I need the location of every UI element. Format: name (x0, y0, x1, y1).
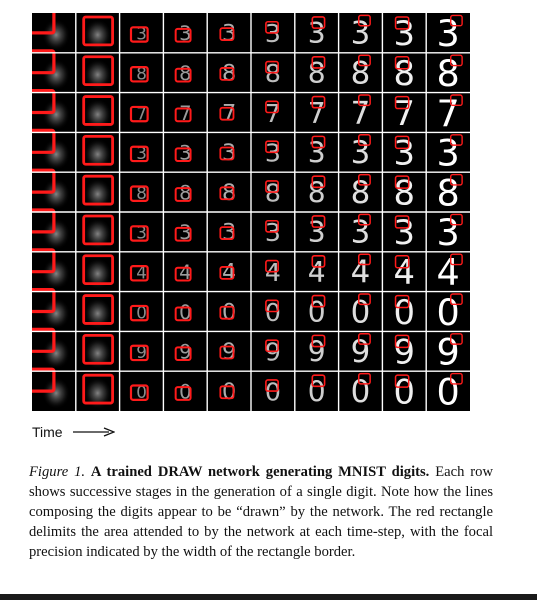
generation-cell (394, 293, 416, 332)
generated-digit: 4 (436, 250, 460, 294)
generated-digit: 0 (179, 300, 192, 324)
generated-digit: 3 (221, 20, 237, 47)
generated-digit: 9 (393, 332, 416, 372)
generation-cell (308, 256, 326, 289)
generated-digit: 0 (436, 290, 460, 334)
generation-cell (436, 171, 462, 214)
generation-cell (220, 180, 236, 206)
generated-digit: 8 (307, 176, 326, 210)
generated-digit: 8 (393, 173, 416, 213)
generated-digit: 0 (350, 294, 371, 331)
generated-digit: 0 (307, 375, 326, 409)
generated-digit: 4 (307, 255, 326, 289)
generation-cell (220, 339, 236, 365)
generation-cell (394, 94, 416, 133)
generation-cell (436, 251, 462, 294)
generated-digit: 3 (264, 218, 281, 248)
canvas-blob (42, 178, 70, 210)
generation-cell (265, 338, 281, 367)
generation-cell (394, 134, 416, 173)
generated-digit: 0 (136, 302, 147, 323)
generated-digit: 3 (393, 213, 416, 253)
generation-cell (351, 15, 371, 51)
generated-digit: 3 (350, 135, 371, 172)
generated-digit: 8 (179, 181, 192, 205)
generated-digit: 9 (436, 330, 460, 374)
generated-digit: 9 (136, 342, 147, 363)
generated-digit: 8 (264, 58, 281, 88)
draw-generation-grid (32, 13, 470, 411)
generated-digit: 8 (350, 55, 371, 92)
generation-cell (308, 335, 326, 368)
generation-cell (394, 372, 416, 411)
generation-cell (394, 333, 416, 372)
generation-cell (265, 218, 281, 247)
generation-cell (220, 220, 236, 246)
generated-digit: 9 (221, 339, 237, 366)
generation-cell (436, 291, 462, 334)
generated-digit: 4 (393, 252, 416, 292)
generated-digit: 9 (179, 340, 192, 364)
caption-title: A trained DRAW network generating MNIST digits. (90, 464, 430, 480)
generated-digit: 0 (264, 297, 281, 327)
generated-digit: 3 (350, 214, 371, 251)
generation-cell (351, 95, 371, 131)
right-arrow-icon (73, 427, 115, 437)
generated-digit: 0 (393, 372, 416, 411)
generation-cell (308, 57, 326, 90)
generated-digit: 3 (307, 17, 326, 51)
generation-cell (351, 135, 371, 171)
generated-digit: 8 (436, 51, 460, 95)
generated-digit: 3 (307, 216, 326, 250)
generation-cell (308, 176, 326, 209)
canvas-blob (42, 99, 70, 131)
time-label: Time (32, 424, 63, 440)
generated-digit: 9 (307, 335, 326, 369)
generated-digit: 9 (264, 337, 281, 367)
generation-cell (308, 375, 326, 408)
generation-cell (436, 211, 462, 254)
generation-cell (436, 92, 462, 135)
generation-cell (265, 178, 281, 207)
generation-cell (351, 374, 371, 410)
generation-cell (265, 19, 281, 48)
generation-cell (220, 259, 236, 285)
generation-cell (351, 334, 371, 370)
generated-digit: 4 (221, 259, 237, 286)
generation-cell (394, 173, 416, 212)
generated-digit: 0 (221, 299, 237, 326)
generation-cell (220, 21, 236, 47)
generated-digit: 7 (264, 98, 281, 128)
generation-cell (265, 258, 281, 287)
generation-cell (308, 136, 326, 169)
generated-digit: 7 (307, 96, 326, 130)
canvas-blob (42, 19, 70, 51)
generated-digit: 0 (221, 378, 237, 405)
generated-digit: 3 (136, 143, 147, 164)
generation-cell (351, 294, 371, 330)
generated-digit: 8 (221, 60, 237, 87)
generation-cell (220, 379, 236, 405)
figure-caption (29, 462, 493, 562)
generated-digit: 7 (436, 91, 460, 135)
generated-digit: 9 (350, 334, 371, 371)
caption-body: Each row shows successive stages in the generation of a single digit. Note how the lines composing the digits appear to be “drawn” by the network. The red rectangle delimits the area attended to by the network at each time-step, with the focal precision indicated by the width of the rectangle border. (29, 464, 493, 560)
generation-cell (436, 132, 462, 175)
generation-cell (308, 216, 326, 249)
generated-digit: 8 (136, 63, 147, 84)
generated-digit: 0 (136, 381, 147, 402)
generation-cell (220, 299, 236, 325)
generated-digit: 7 (221, 100, 237, 127)
generated-digit: 8 (436, 171, 460, 215)
generated-digit: 8 (136, 182, 147, 203)
generated-digit: 8 (350, 174, 371, 211)
generated-digit: 3 (179, 22, 192, 46)
generation-cell (351, 214, 371, 250)
canvas-blob (42, 258, 70, 290)
generated-digit: 0 (179, 380, 192, 404)
generated-digit: 8 (221, 179, 237, 206)
caption-label: Figure 1. (29, 464, 86, 480)
generated-digit: 3 (436, 13, 460, 56)
generation-cell (394, 14, 416, 53)
generation-cell (351, 55, 371, 91)
generated-digit: 3 (350, 15, 371, 52)
generated-digit: 0 (307, 295, 326, 329)
generated-digit: 7 (136, 103, 147, 124)
generation-cell (265, 139, 281, 168)
generated-digit: 3 (264, 19, 281, 49)
generated-digit: 3 (136, 23, 147, 44)
generation-cell (394, 54, 416, 93)
generation-cell (436, 370, 462, 411)
generated-digit: 3 (393, 14, 416, 54)
generated-digit: 0 (264, 377, 281, 407)
generation-cell (394, 213, 416, 252)
generated-digit: 3 (436, 131, 460, 175)
generated-digit: 3 (221, 219, 237, 246)
time-axis (32, 423, 115, 441)
generated-digit: 3 (179, 221, 192, 245)
generated-digit: 3 (136, 222, 147, 243)
generation-cell (308, 296, 326, 329)
generated-digit: 7 (350, 95, 371, 132)
generated-digit: 3 (221, 140, 237, 167)
generated-digit: 0 (350, 373, 371, 410)
canvas-blob (42, 138, 70, 170)
page-bottom-rule (0, 594, 537, 600)
generated-digit: 8 (307, 56, 326, 90)
generation-cell (220, 60, 236, 86)
generation-cell (436, 52, 462, 95)
generation-cell (265, 59, 281, 88)
canvas-blob (42, 377, 70, 409)
generated-digit: 8 (264, 178, 281, 208)
generation-cell (351, 175, 371, 211)
generated-digit: 0 (436, 370, 460, 411)
generated-digit: 3 (436, 211, 460, 255)
generated-digit: 3 (179, 141, 192, 165)
generated-digit: 8 (393, 53, 416, 93)
canvas-blob (42, 59, 70, 91)
generation-cell (265, 377, 281, 406)
canvas-blob (42, 298, 70, 330)
generation-cell (308, 17, 326, 50)
generation-cell (351, 254, 371, 290)
generated-digit: 3 (307, 136, 326, 170)
generated-digit: 3 (393, 133, 416, 173)
generation-cell (220, 140, 236, 166)
generated-digit: 4 (264, 257, 281, 287)
canvas-blob (42, 337, 70, 369)
generated-digit: 0 (393, 292, 416, 332)
generation-cell (220, 100, 236, 126)
generation-cell (308, 97, 326, 130)
generation-cell (436, 331, 462, 374)
canvas-blob (42, 218, 70, 250)
generation-cell (394, 253, 416, 292)
generated-digit: 7 (179, 101, 192, 125)
generated-digit: 8 (179, 61, 192, 85)
generation-cell (265, 99, 281, 128)
generated-digit: 7 (393, 93, 416, 133)
generated-digit: 4 (179, 260, 192, 284)
generated-digit: 3 (264, 138, 281, 168)
generation-cell (436, 13, 462, 55)
generated-digit: 4 (350, 254, 371, 291)
generation-cell (265, 298, 281, 327)
generated-digit: 4 (136, 262, 147, 283)
